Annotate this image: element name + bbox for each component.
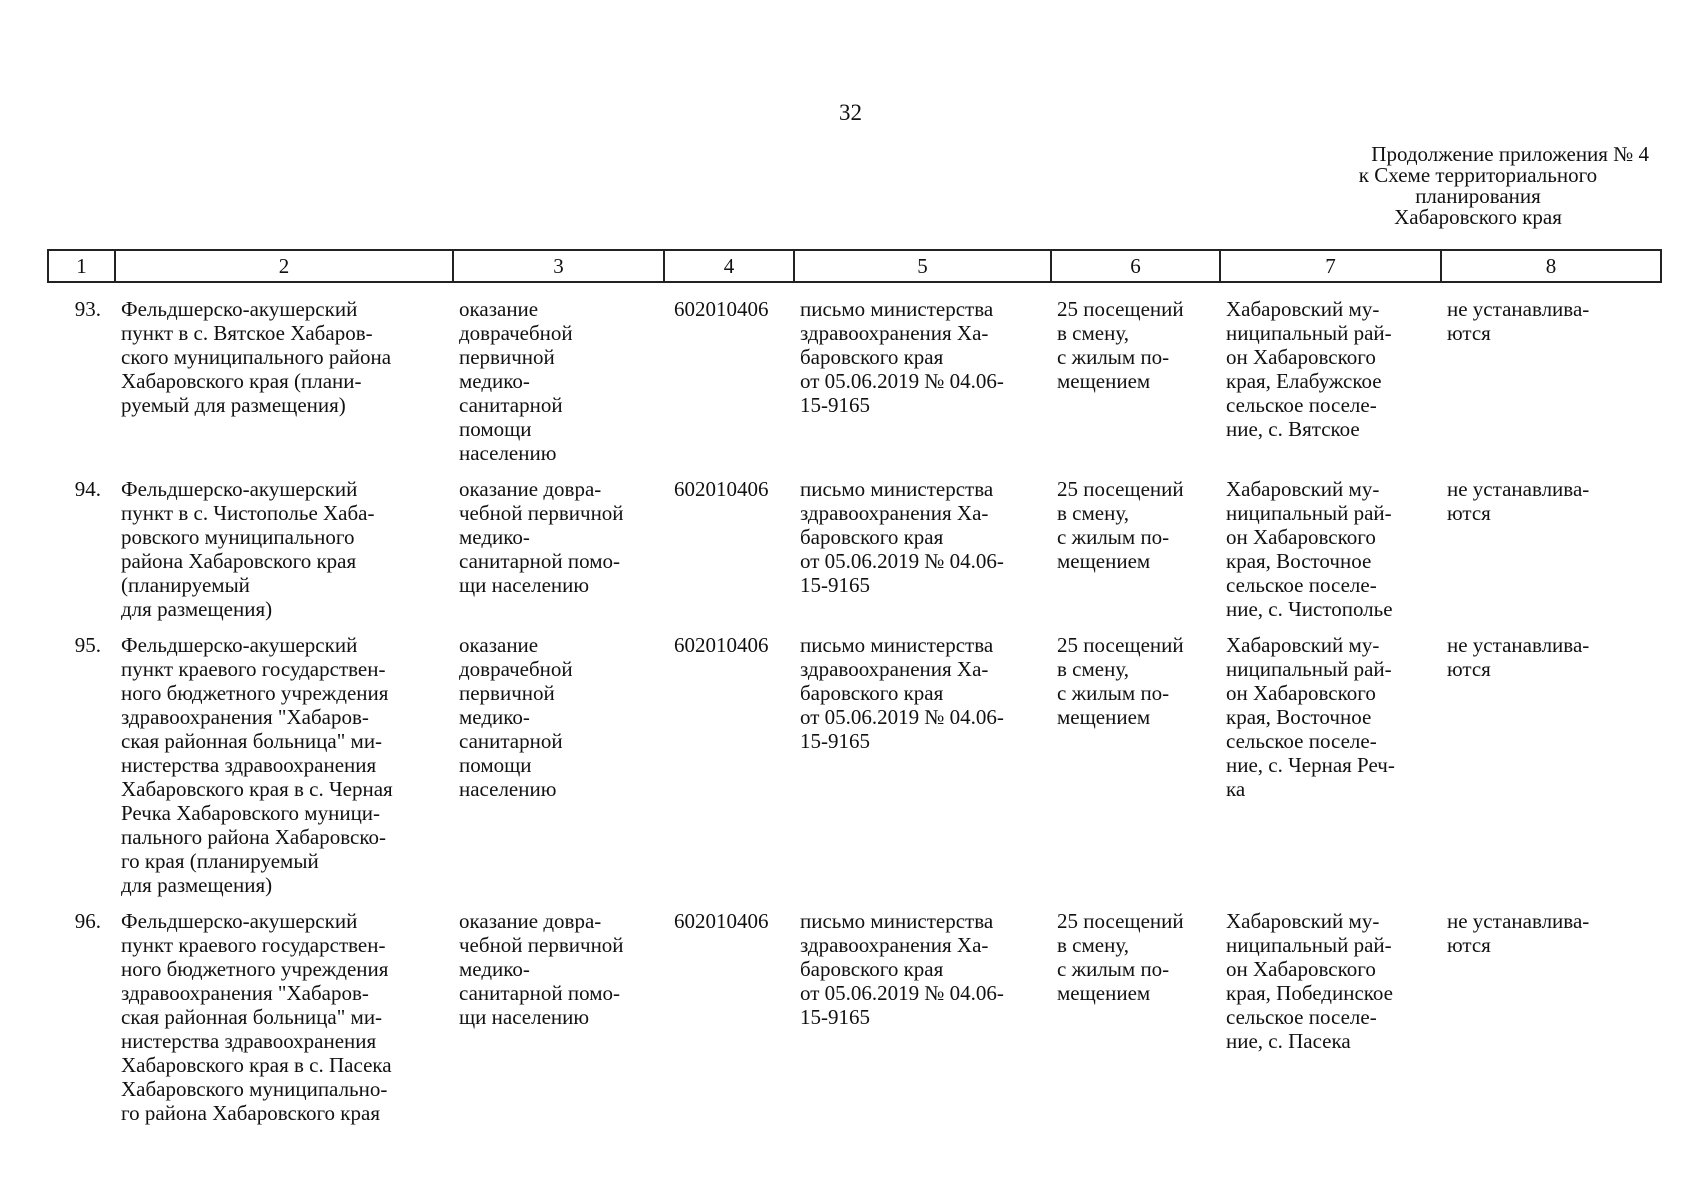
facility-basis: письмо министерства здравоохранения Ха- баровского края от 05.06.2019 № 04.06- 15-9165	[800, 297, 1004, 417]
facility-basis: письмо министерства здравоохранения Ха- баровского края от 05.06.2019 № 04.06- 15-9165	[800, 909, 1004, 1029]
facility-location: Хабаровский му- ниципальный рай- он Хабаровского края, Побединское сельское поселе- ние, с. Пасека	[1226, 909, 1393, 1053]
facility-name: Фельдшерско-акушерский пункт краевого государствен- ного бюджетного учреждения здравоохранения "Хабаров- ская районная больница" ми- нистерства здравоохранения Хабаровского края в с. Пасека Хабаровского муниципально- го района Хабаровского края	[121, 909, 392, 1125]
facility-location: Хабаровский му- ниципальный рай- он Хабаровского края, Восточное сельское поселе- ние, с. Чистополье	[1226, 477, 1393, 621]
facility-zones: не устанавлива- ются	[1447, 297, 1590, 345]
row-number: 94.	[74, 477, 101, 501]
facilities-table	[47, 249, 1662, 1137]
facility-capacity: 25 посещений в смену, с жилым по- мещением	[1057, 909, 1184, 1005]
facility-capacity: 25 посещений в смену, с жилым по- мещением	[1057, 633, 1184, 729]
facility-basis: письмо министерства здравоохранения Ха- баровского края от 05.06.2019 № 04.06- 15-9165	[800, 477, 1004, 597]
facility-code: 602010406	[674, 297, 769, 321]
facility-purpose: оказание доврачебной первичной медико- санитарной помощи населению	[459, 297, 573, 465]
table-row	[48, 909, 1661, 1137]
facility-location: Хабаровский му- ниципальный рай- он Хабаровского края, Восточное сельское поселе- ние, с. Черная Реч- ка	[1226, 633, 1395, 801]
table-row	[48, 477, 1661, 633]
column-number-row	[48, 250, 1661, 282]
appendix-note-line: к Схеме территориального	[1358, 163, 1598, 187]
facility-capacity: 25 посещений в смену, с жилым по- мещением	[1057, 477, 1184, 573]
facility-location: Хабаровский му- ниципальный рай- он Хабаровского края, Елабужское сельское поселе- ние, с. Вятское	[1226, 297, 1392, 441]
appendix-note	[1289, 144, 1649, 228]
column-header: 2	[115, 250, 453, 282]
appendix-note-line: планирования	[1415, 184, 1541, 208]
appendix-note-line: Продолжение приложения № 4	[1371, 142, 1649, 166]
column-header: 5	[794, 250, 1051, 282]
facility-zones: не устанавлива- ются	[1447, 477, 1590, 525]
facility-code: 602010406	[674, 909, 769, 933]
facility-purpose: оказание довра- чебной первичной медико- санитарной помо- щи населению	[459, 477, 624, 597]
facility-zones: не устанавлива- ются	[1447, 909, 1590, 957]
row-number: 96.	[74, 909, 101, 933]
column-header: 1	[48, 250, 115, 282]
facility-basis: письмо министерства здравоохранения Ха- баровского края от 05.06.2019 № 04.06- 15-9165	[800, 633, 1004, 753]
table-row	[48, 282, 1661, 477]
facility-name: Фельдшерско-акушерский пункт в с. Чистополье Хаба- ровского муниципального района Хабаровского края (планируемый для размещения)	[121, 477, 375, 621]
column-header: 3	[453, 250, 664, 282]
column-header: 8	[1441, 250, 1661, 282]
facility-purpose: оказание довра- чебной первичной медико- санитарной помо- щи населению	[459, 909, 624, 1029]
row-number: 93.	[74, 297, 101, 321]
row-number: 95.	[74, 633, 101, 657]
facility-capacity: 25 посещений в смену, с жилым по- мещением	[1057, 297, 1184, 393]
facility-name: Фельдшерско-акушерский пункт в с. Вятское Хабаров- ского муниципального района Хабаровского края (плани- руемый для размещения)	[121, 297, 392, 417]
column-header: 6	[1051, 250, 1220, 282]
table-row	[48, 633, 1661, 909]
appendix-note-line: Хабаровского края	[1394, 205, 1562, 229]
facility-code: 602010406	[674, 477, 769, 501]
facility-purpose: оказание доврачебной первичной медико- санитарной помощи населению	[459, 633, 573, 801]
column-header: 7	[1220, 250, 1441, 282]
page-number: 32	[839, 100, 862, 125]
facility-name: Фельдшерско-акушерский пункт краевого государствен- ного бюджетного учреждения здравоохранения "Хабаров- ская районная больница" ми- нистерства здравоохранения Хабаровского края в с. Черная Речка Хабаровского муници- пального района Хабаровско- го края (планируемый для размещения)	[121, 633, 393, 897]
column-header: 4	[664, 250, 794, 282]
facility-zones: не устанавлива- ются	[1447, 633, 1590, 681]
facility-code: 602010406	[674, 633, 769, 657]
